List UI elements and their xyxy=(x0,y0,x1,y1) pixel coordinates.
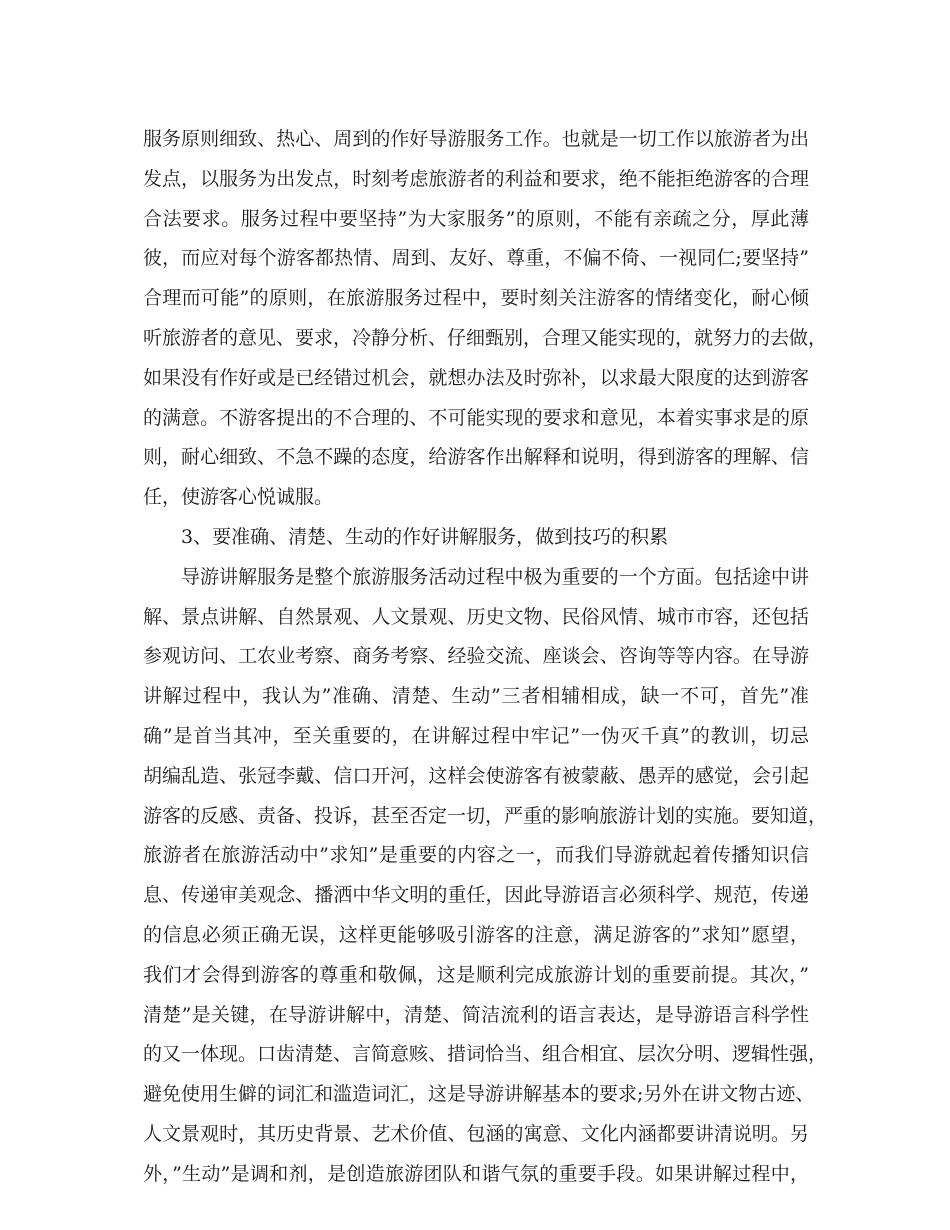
text-line: 外，”生动”是调和剂，是创造旅游团队和谐气氛的重要手段。如果讲解过程中， xyxy=(143,1162,809,1185)
text-line: 导游讲解服务是整个旅游服务活动过程中极为重要的一个方面。包括途中讲 xyxy=(181,565,809,588)
text-line: 发点，以服务为出发点，时刻考虑旅游者的利益和要求，绝不能拒绝游客的合理 xyxy=(143,167,809,190)
text-line: 服务原则细致、热心、周到的作好导游服务工作。也就是一切工作以旅游者为出 xyxy=(143,128,809,150)
text-line: 游客的反感、责备、投诉，甚至否定一切，严重的影响旅游计划的实施。要知道， xyxy=(143,804,828,827)
text-line: 胡编乱造、张冠李戴、信口开河，这样会使游客有被蒙蔽、愚弄的感觉，会引起 xyxy=(143,764,809,787)
text-line: 的又一体现。口齿清楚、言简意赅、措词恰当、组合相宜、层次分明、逻辑性强， xyxy=(143,1043,828,1066)
text-line: 讲解过程中，我认为”准确、清楚、生动”三者相辅相成，缺一不可，首先”准 xyxy=(143,685,809,708)
paragraph-service-principle xyxy=(143,120,828,518)
text-line: 清楚”是关键，在导游讲解中，清楚、简洁流利的语言表达，是导游语言科学性 xyxy=(143,1003,809,1026)
text-line: 听旅游者的意见、要求，冷静分析、仔细甄别，合理又能实现的，就努力的去做， xyxy=(143,326,828,349)
text-line: 息、传递审美观念、播洒中华文明的重任，因此导游语言必须科学、规范，传递 xyxy=(143,884,809,907)
text-line: 旅游者在旅游活动中”求知”是重要的内容之一，而我们导游就起着传播知识信 xyxy=(143,844,809,867)
text-line: 参观访问、工农业考察、商务考察、经验交流、座谈会、咨询等等内容。在导游 xyxy=(143,645,809,668)
text-line: 人文景观时，其历史背景、艺术价值、包涵的寓意、文化内涵都要讲清说明。另 xyxy=(143,1122,809,1145)
text-line: 彼，而应对每个游客都热情、周到、友好、尊重，不偏不倚、一视同仁;要坚持” xyxy=(143,247,809,270)
text-line: 确”是首当其冲，至关重要的，在讲解过程中牢记”一伪灭千真”的教训，切忌 xyxy=(143,724,809,747)
text-line: 如果没有作好或是已经错过机会，就想办法及时弥补，以求最大限度的达到游客 xyxy=(143,366,809,389)
text-line: 的满意。不游客提出的不合理的、不可能实现的要求和意见，本着实事求是的原 xyxy=(143,406,809,429)
paragraph-explanation-service xyxy=(143,558,828,1195)
text-line: 则，耐心细致、不急不躁的态度，给游客作出解释和说明，得到游客的理解、信 xyxy=(143,446,809,469)
text-line: 合理而可能”的原则，在旅游服务过程中，要时刻关注游客的情绪变化，耐心倾 xyxy=(143,287,809,310)
section-heading xyxy=(143,518,809,558)
body-text xyxy=(143,120,828,1195)
text-line: 解、景点讲解、自然景观、人文景观、历史文物、民俗风情、城市市容，还包括 xyxy=(143,605,809,628)
text-line: 任，使游客心悦诚服。 xyxy=(143,486,334,509)
text-line: 合法要求。服务过程中要坚持”为大家服务”的原则，不能有亲疏之分，厚此薄 xyxy=(143,207,809,230)
heading-line: 3、要准确、清楚、生动的作好讲解服务，做到技巧的积累 xyxy=(181,525,669,548)
text-line: 避免使用生僻的词汇和滥造词汇，这是导游讲解基本的要求;另外在讲文物古迹、 xyxy=(143,1083,815,1106)
text-line: 我们才会得到游客的尊重和敬佩，这是顺利完成旅游计划的重要前提。其次，” xyxy=(143,963,809,986)
text-line: 的信息必须正确无误，这样更能够吸引游客的注意，满足游客的”求知”愿望， xyxy=(143,923,809,946)
